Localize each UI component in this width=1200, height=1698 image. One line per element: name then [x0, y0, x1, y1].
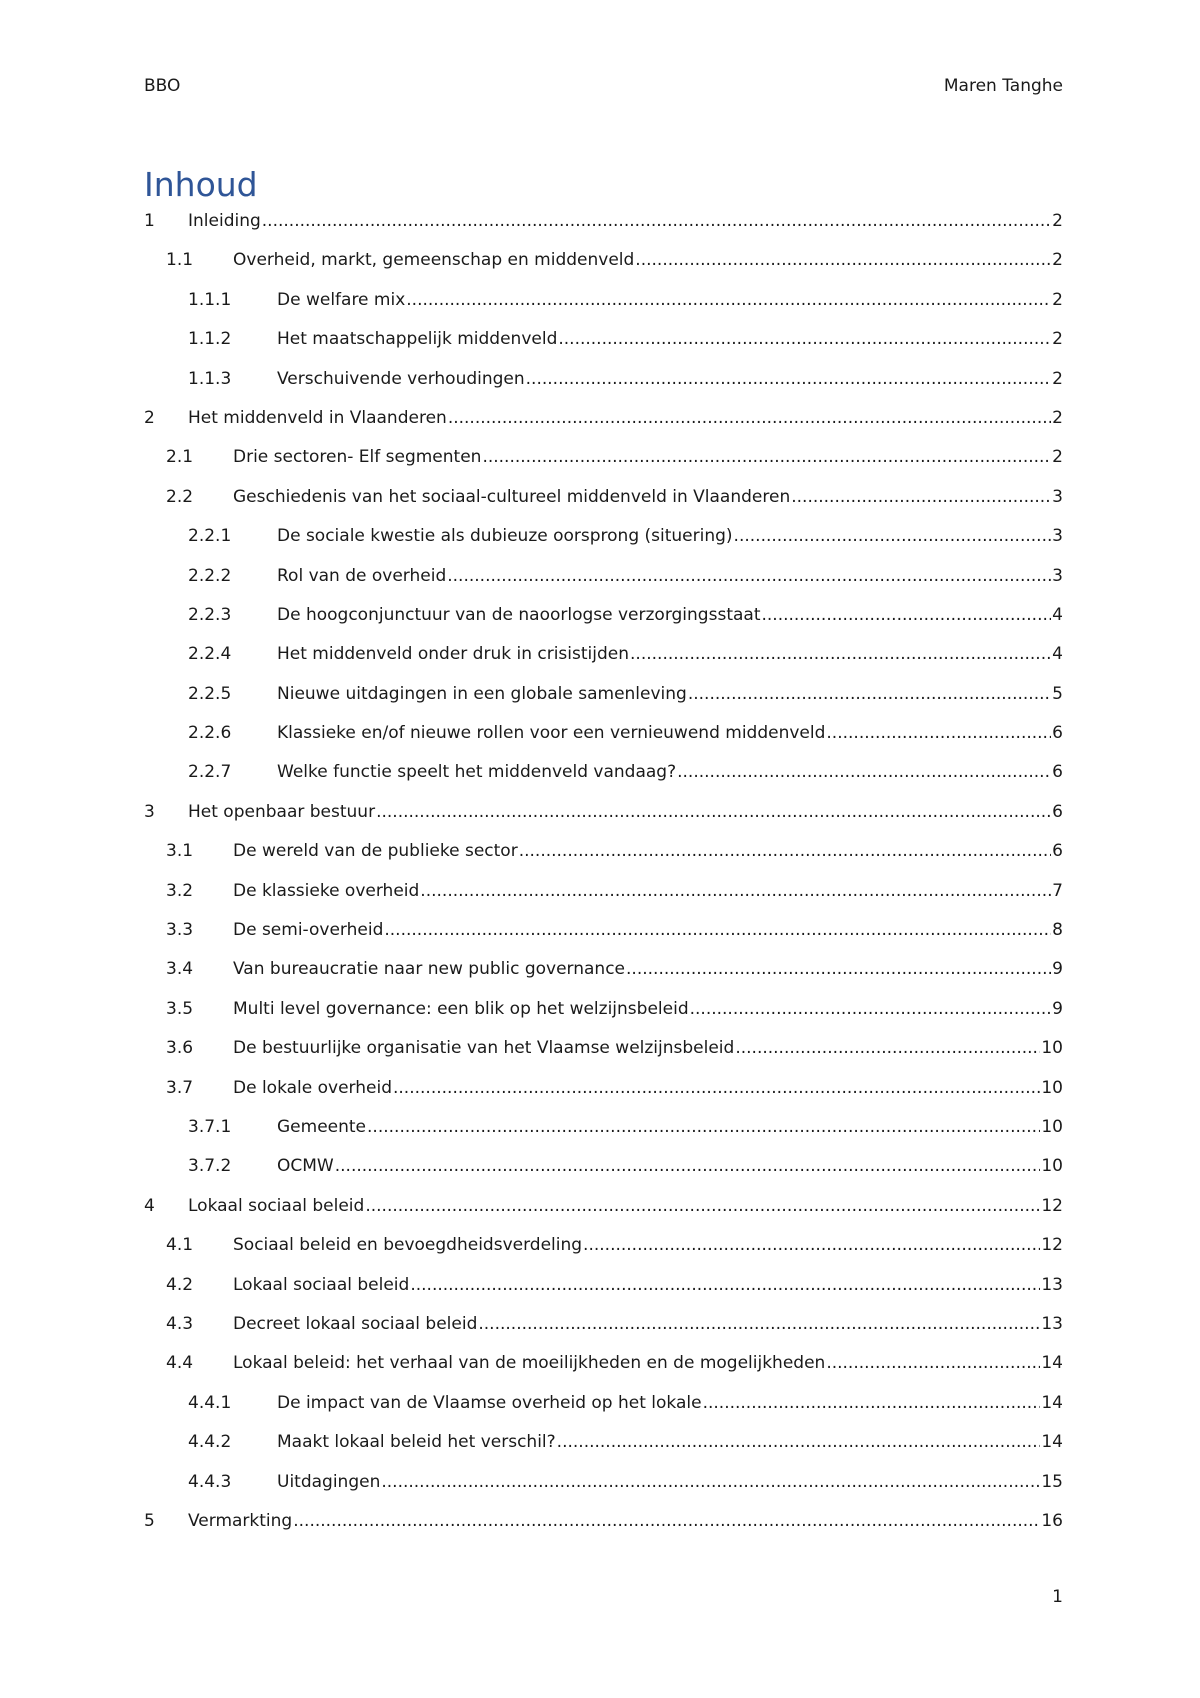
- toc-entry-number: 4.4.3: [188, 1471, 232, 1492]
- toc-dot-leader: [381, 1472, 1040, 1492]
- toc-entry-number: 2: [144, 407, 155, 428]
- toc-entry-title[interactable]: De klassieke overheid: [233, 880, 420, 901]
- toc-dot-leader: [690, 999, 1052, 1019]
- toc-entry[interactable]: [144, 1110, 1063, 1149]
- toc-entry-line[interactable]: [277, 605, 1063, 625]
- toc-entry-page: 14: [1041, 1353, 1063, 1374]
- toc-entry-page: 3: [1052, 565, 1063, 586]
- toc-entry-title[interactable]: De semi-overheid: [233, 920, 384, 941]
- toc-dot-leader: [583, 1235, 1040, 1255]
- toc-entry-number: 2.2.3: [188, 604, 232, 625]
- toc-entry-title[interactable]: Overheid, markt, gemeenschap en middenveld: [233, 250, 635, 271]
- toc-dot-leader: [478, 1314, 1040, 1334]
- toc-entry-line[interactable]: [277, 762, 1063, 782]
- toc-entry-number: 4.2: [166, 1274, 194, 1295]
- toc-entry-title[interactable]: Drie sectoren- Elf segmenten: [233, 447, 482, 468]
- toc-entry-page: 16: [1041, 1510, 1063, 1531]
- toc-entry-title[interactable]: Uitdagingen: [277, 1471, 381, 1492]
- toc-entry-number: 2.2.4: [188, 644, 232, 665]
- toc-dot-leader: [826, 1353, 1040, 1373]
- toc-entry[interactable]: [144, 243, 1063, 282]
- toc-dot-leader: [635, 250, 1051, 270]
- toc-dot-leader: [526, 369, 1052, 389]
- toc-entry-page: 14: [1041, 1432, 1063, 1453]
- toc-entry-number: 1.1: [166, 250, 194, 271]
- toc-entry[interactable]: [144, 1307, 1063, 1346]
- toc-entry-number: 3.5: [166, 998, 194, 1019]
- toc-entry-page: 6: [1052, 762, 1063, 783]
- toc-entry[interactable]: [144, 913, 1063, 952]
- toc-entry-line[interactable]: [277, 1472, 1063, 1492]
- toc-entry[interactable]: [144, 519, 1063, 558]
- toc-entry-line[interactable]: [188, 802, 1063, 822]
- toc-entry[interactable]: [144, 834, 1063, 873]
- toc-dot-leader: [558, 329, 1051, 349]
- toc-entry-number: 4.3: [166, 1313, 194, 1334]
- toc-entry-title[interactable]: De bestuurlijke organisatie van het Vlaamse welzijnsbeleid: [233, 1038, 735, 1059]
- toc-entry-page: 4: [1052, 604, 1063, 625]
- toc-entry-page: 2: [1052, 407, 1063, 428]
- toc-entry-number: 3.4: [166, 959, 194, 980]
- toc-entry-title[interactable]: De welfare mix: [277, 289, 406, 310]
- toc-entry[interactable]: [144, 1149, 1063, 1188]
- toc-entry-title[interactable]: Van bureaucratie naar new public governance: [233, 959, 626, 980]
- toc-entry-page: 2: [1052, 211, 1063, 231]
- toc-entry-number: 1: [144, 211, 155, 231]
- toc-dot-leader: [630, 644, 1051, 664]
- toc-entry-title[interactable]: De wereld van de publieke sector: [233, 841, 518, 862]
- toc-entry[interactable]: [144, 1189, 1063, 1228]
- toc-entry-number: 1.1.1: [188, 289, 232, 310]
- toc-entry[interactable]: [144, 992, 1063, 1031]
- toc-entry[interactable]: [144, 440, 1063, 479]
- toc-entry-page: 3: [1052, 526, 1063, 547]
- toc-entry-number: 2.1: [166, 447, 194, 468]
- toc-entry-number: 4.4: [166, 1353, 194, 1374]
- toc-entry-line[interactable]: [233, 487, 1063, 507]
- toc-dot-leader: [376, 802, 1051, 822]
- toc-entry-line[interactable]: [233, 1235, 1063, 1255]
- toc-entry[interactable]: [144, 874, 1063, 913]
- toc-entry-line[interactable]: [233, 881, 1063, 901]
- toc-entry-title[interactable]: De hoogconjunctuur van de naoorlogse verzorgingsstaat: [277, 604, 761, 625]
- toc-dot-leader: [335, 1156, 1041, 1176]
- toc-entry-title[interactable]: Vermarkting: [188, 1510, 293, 1531]
- toc-entry-title[interactable]: Lokaal beleid: het verhaal van de moeilijkheden en de mogelijkheden: [233, 1353, 826, 1374]
- toc-entry-number: 1.1.2: [188, 329, 232, 350]
- toc-entry-page: 15: [1041, 1471, 1063, 1492]
- toc-entry-title[interactable]: Het middenveld onder druk in crisistijden: [277, 644, 630, 665]
- toc-entry-page: 2: [1052, 250, 1063, 271]
- toc-entry-line[interactable]: [233, 1314, 1063, 1334]
- toc-entry-title[interactable]: Multi level governance: een blik op het welzijnsbeleid: [233, 998, 689, 1019]
- toc-entry-number: 4: [144, 1195, 155, 1216]
- toc-entry-line[interactable]: [188, 211, 1063, 231]
- toc-entry-page: 7: [1052, 880, 1063, 901]
- toc-entry-title[interactable]: Geschiedenis van het sociaal-cultureel middenveld in Vlaanderen: [233, 486, 791, 507]
- toc-entry-page: 6: [1052, 723, 1063, 744]
- toc-entry-title[interactable]: Het middenveld in Vlaanderen: [188, 407, 447, 428]
- toc-entry-title[interactable]: De lokale overheid: [233, 1077, 392, 1098]
- toc-entry-page: 4: [1052, 644, 1063, 665]
- toc-entry-page: 2: [1052, 447, 1063, 468]
- toc-entry[interactable]: [144, 1425, 1063, 1464]
- toc-entry-title[interactable]: Rol van de overheid: [277, 565, 447, 586]
- toc-entry-title[interactable]: De impact van de Vlaamse overheid op het lokale: [277, 1392, 702, 1413]
- toc-entry-title[interactable]: OCMW: [277, 1156, 334, 1177]
- page-number: 1: [1052, 1587, 1063, 1607]
- toc-entry-title[interactable]: Het openbaar bestuur: [188, 801, 376, 822]
- toc-dot-leader: [734, 526, 1052, 546]
- toc-title: Inhoud: [144, 165, 258, 204]
- toc-entry-page: 13: [1041, 1313, 1063, 1334]
- toc-dot-leader: [447, 566, 1051, 586]
- toc-entry[interactable]: [144, 795, 1063, 834]
- toc-entry-title[interactable]: Het maatschappelijk middenveld: [277, 329, 558, 350]
- toc-entry-line[interactable]: [233, 1353, 1063, 1373]
- toc-entry[interactable]: [144, 1386, 1063, 1425]
- toc-entry-title[interactable]: Gemeente: [277, 1116, 367, 1137]
- toc-entry[interactable]: [144, 1504, 1063, 1543]
- toc-entry-title[interactable]: Decreet lokaal sociaal beleid: [233, 1313, 478, 1334]
- toc-entry[interactable]: [144, 755, 1063, 794]
- toc-dot-leader: [420, 881, 1051, 901]
- toc-entry-line[interactable]: [233, 447, 1063, 467]
- toc-entry[interactable]: [144, 204, 1063, 243]
- toc-dot-leader: [688, 684, 1051, 704]
- toc-entry-line[interactable]: [277, 566, 1063, 586]
- toc-dot-leader: [393, 1078, 1040, 1098]
- toc-entry-title[interactable]: Lokaal sociaal beleid: [188, 1195, 365, 1216]
- toc-entry-line[interactable]: [233, 920, 1063, 940]
- toc-entry-page: 14: [1041, 1392, 1063, 1413]
- toc-entry-line[interactable]: [188, 408, 1063, 428]
- toc-entry-page: 5: [1052, 683, 1063, 704]
- toc-dot-leader: [482, 447, 1051, 467]
- toc-entry[interactable]: [144, 1465, 1063, 1504]
- toc-entry-number: 2.2.5: [188, 683, 232, 704]
- toc-dot-leader: [448, 408, 1051, 428]
- toc-entry[interactable]: [144, 1071, 1063, 1110]
- toc-entry-number: 3.7: [166, 1077, 194, 1098]
- toc-entry-number: 3.7.2: [188, 1156, 232, 1177]
- toc-dot-leader: [791, 487, 1051, 507]
- toc-entry-page: 9: [1052, 959, 1063, 980]
- toc-entry-page: 2: [1052, 329, 1063, 350]
- toc-entry-line[interactable]: [277, 369, 1063, 389]
- toc-entry-line[interactable]: [277, 329, 1063, 349]
- toc-entry-number: 3.2: [166, 880, 194, 901]
- toc-dot-leader: [262, 211, 1051, 231]
- toc-entry[interactable]: [144, 283, 1063, 322]
- toc-entry-page: 10: [1041, 1077, 1063, 1098]
- toc-entry-line[interactable]: [277, 644, 1063, 664]
- toc-entry-title[interactable]: Klassieke en/of nieuwe rollen voor een vernieuwend middenveld: [277, 723, 826, 744]
- toc-entry-title[interactable]: Nieuwe uitdagingen in een globale samenleving: [277, 683, 687, 704]
- toc-dot-leader: [365, 1196, 1040, 1216]
- toc-dot-leader: [367, 1117, 1040, 1137]
- toc-dot-leader: [293, 1511, 1040, 1531]
- toc-entry-title[interactable]: Inleiding: [188, 211, 261, 231]
- toc-entry[interactable]: [144, 1031, 1063, 1070]
- toc-entry-page: 10: [1041, 1116, 1063, 1137]
- toc-entry-number: 3: [144, 801, 155, 822]
- toc-entry-line[interactable]: [233, 1275, 1063, 1295]
- toc-dot-leader: [384, 920, 1051, 940]
- toc-entry-line[interactable]: [277, 1156, 1063, 1176]
- toc-entry-page: 12: [1041, 1235, 1063, 1256]
- toc-entry-title[interactable]: Welke functie speelt het middenveld vandaag?: [277, 762, 677, 783]
- toc-entry[interactable]: [144, 677, 1063, 716]
- toc-dot-leader: [406, 290, 1051, 310]
- toc-entry-line[interactable]: [277, 1432, 1063, 1452]
- toc-entry-page: 10: [1041, 1156, 1063, 1177]
- toc-dot-leader: [626, 959, 1051, 979]
- toc-entry-title[interactable]: Sociaal beleid en bevoegdheidsverdeling: [233, 1235, 583, 1256]
- toc-dot-leader: [519, 841, 1051, 861]
- toc-entry[interactable]: [144, 952, 1063, 991]
- toc-dot-leader: [557, 1432, 1041, 1452]
- toc-entry-line[interactable]: [277, 526, 1063, 546]
- toc-entry-page: 2: [1052, 368, 1063, 389]
- toc-entry-title[interactable]: Lokaal sociaal beleid: [233, 1274, 410, 1295]
- toc-entry[interactable]: [144, 1268, 1063, 1307]
- toc-entry-number: 2.2.7: [188, 762, 232, 783]
- toc-dot-leader: [410, 1275, 1040, 1295]
- toc-entry-number: 2.2.2: [188, 565, 232, 586]
- toc-entry-line[interactable]: [277, 1117, 1063, 1137]
- toc-entry[interactable]: [144, 401, 1063, 440]
- toc-entry-line[interactable]: [277, 1393, 1063, 1413]
- toc-dot-leader: [761, 605, 1051, 625]
- toc-entry-line[interactable]: [188, 1196, 1063, 1216]
- toc-entry-page: 2: [1052, 289, 1063, 310]
- toc-entry-number: 2.2.6: [188, 723, 232, 744]
- toc-entry-page: 13: [1041, 1274, 1063, 1295]
- toc-entry-page: 3: [1052, 486, 1063, 507]
- toc-entry-line[interactable]: [233, 999, 1063, 1019]
- toc-entry[interactable]: [144, 559, 1063, 598]
- toc-entry-page: 9: [1052, 998, 1063, 1019]
- toc-entry-line[interactable]: [233, 1078, 1063, 1098]
- toc-entry-page: 6: [1052, 841, 1063, 862]
- toc-entry-number: 2.2.1: [188, 526, 232, 547]
- toc-entry-title[interactable]: De sociale kwestie als dubieuze oorsprong (situering): [277, 526, 733, 547]
- toc-dot-leader: [735, 1038, 1040, 1058]
- toc-entry-page: 6: [1052, 801, 1063, 822]
- toc-entry-line[interactable]: [277, 684, 1063, 704]
- toc-entry[interactable]: [144, 1228, 1063, 1267]
- header-left: BBO: [144, 76, 181, 96]
- toc-entry-title[interactable]: Verschuivende verhoudingen: [277, 368, 525, 389]
- toc-entry-line[interactable]: [277, 723, 1063, 743]
- toc-entry[interactable]: [144, 1346, 1063, 1385]
- toc-entry-page: 10: [1041, 1038, 1063, 1059]
- toc-entry-number: 3.3: [166, 920, 194, 941]
- toc-entry-line[interactable]: [188, 1511, 1063, 1531]
- toc-entry-number: 3.6: [166, 1038, 194, 1059]
- toc-entry-line[interactable]: [233, 841, 1063, 861]
- toc-entry-title[interactable]: Maakt lokaal beleid het verschil?: [277, 1432, 556, 1453]
- toc-dot-leader: [677, 762, 1051, 782]
- toc-entry-number: 3.1: [166, 841, 194, 862]
- toc-entry-line[interactable]: [233, 1038, 1063, 1058]
- toc-entry[interactable]: [144, 637, 1063, 676]
- toc-entry[interactable]: [144, 362, 1063, 401]
- toc-entry-page: 8: [1052, 920, 1063, 941]
- toc-entry-number: 3.7.1: [188, 1116, 232, 1137]
- toc-entry-line[interactable]: [277, 290, 1063, 310]
- toc-entry-number: 4.4.2: [188, 1432, 232, 1453]
- toc-entry[interactable]: [144, 598, 1063, 637]
- toc-dot-leader: [703, 1393, 1041, 1413]
- header-right: Maren Tanghe: [943, 76, 1063, 96]
- toc-entry-number: 4.4.1: [188, 1392, 232, 1413]
- table-of-contents: [144, 204, 1063, 1543]
- toc-entry-line[interactable]: [233, 250, 1063, 270]
- toc-dot-leader: [826, 723, 1051, 743]
- toc-entry-number: 1.1.3: [188, 368, 232, 389]
- toc-entry-number: 5: [144, 1510, 155, 1531]
- toc-entry[interactable]: [144, 716, 1063, 755]
- toc-entry-page: 12: [1041, 1195, 1063, 1216]
- toc-entry-number: 2.2: [166, 486, 194, 507]
- toc-entry-number: 4.1: [166, 1235, 194, 1256]
- toc-entry-line[interactable]: [233, 959, 1063, 979]
- toc-entry[interactable]: [144, 322, 1063, 361]
- toc-entry[interactable]: [144, 480, 1063, 519]
